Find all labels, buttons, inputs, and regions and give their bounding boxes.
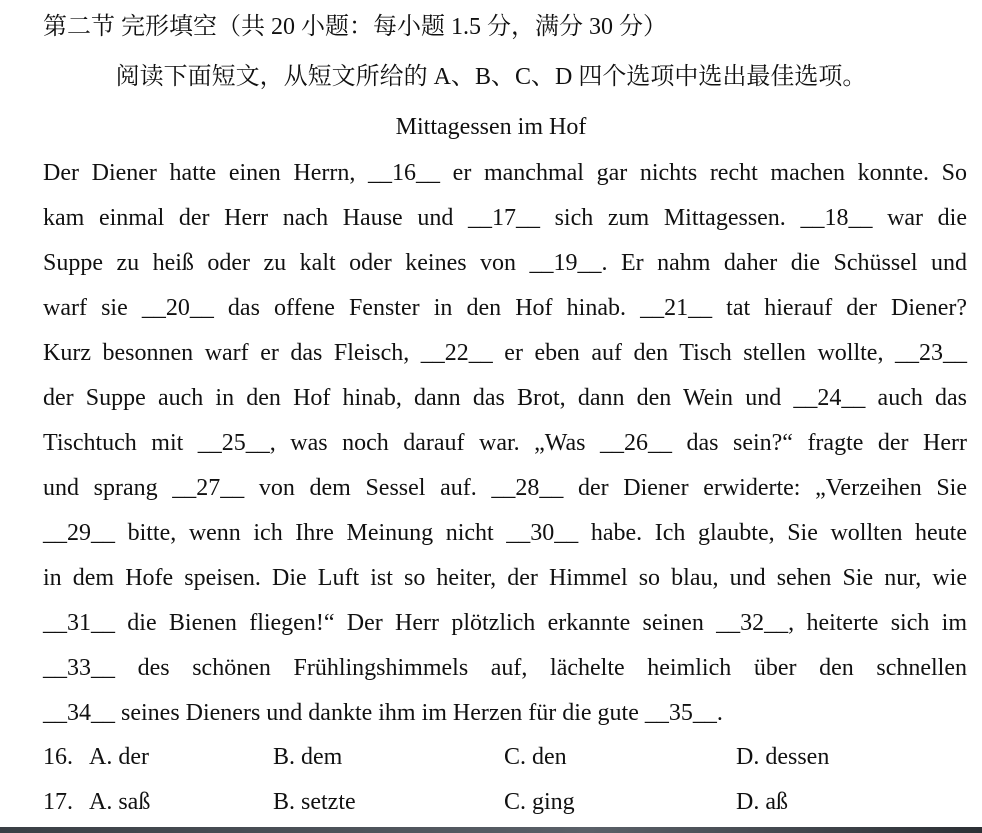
- passage-line: Tischtuch mit __25__, was noch darauf war. „Was __26__ das sein?“ fragte der Herr: [43, 430, 967, 456]
- passage-line: Kurz besonnen warf er das Fleisch, __22__ er eben auf den Tisch stellen wollte, __23__: [43, 340, 967, 366]
- passage-line: __29__ bitte, wenn ich Ihre Meinung nicht __30__ habe. Ich glaubte, Sie wollten heute: [43, 520, 967, 546]
- passage-title: Mittagessen im Hof: [395, 114, 587, 140]
- passage-line: kam einmal der Herr nach Hause und __17__ sich zum Mittagessen. __18__ war die: [43, 205, 967, 231]
- option-c[interactable]: C. den: [504, 744, 567, 770]
- question-16: [43, 742, 967, 772]
- option-b[interactable]: B. setzte: [273, 789, 356, 815]
- passage-line: in dem Hofe speisen. Die Luft ist so heiter, der Himmel so blau, und sehen Sie nur, wie: [43, 565, 967, 591]
- option-a[interactable]: A. saß: [89, 789, 151, 815]
- passage-line: und sprang __27__ von dem Sessel auf. __28__ der Diener erwiderte: „Verzeihen Sie: [43, 475, 967, 501]
- passage-line: __33__ des schönen Frühlingshimmels auf, lächelte heimlich über den schnellen: [43, 655, 967, 681]
- passage-line: Der Diener hatte einen Herrn, __16__ er manchmal gar nichts recht machen konnte. So: [43, 160, 967, 186]
- bottom-edge-bar: [0, 827, 982, 833]
- section-heading: 第二节 完形填空（共 20 小题：每小题 1.5 分，满分 30 分）: [43, 14, 667, 40]
- question-17: [43, 787, 967, 817]
- passage-line: warf sie __20__ das offene Fenster in den Hof hinab. __21__ tat hierauf der Diener?: [43, 295, 967, 321]
- option-d[interactable]: D. aß: [736, 789, 788, 815]
- passage-line: __34__ seines Dieners und dankte ihm im Herzen für die gute __35__.: [43, 700, 723, 726]
- question-number: 17.: [43, 789, 73, 815]
- instruction-text: 阅读下面短文，从短文所给的 A、B、C、D 四个选项中选出最佳选项。: [115, 64, 867, 90]
- passage-line: Suppe zu heiß oder zu kalt oder keines von __19__. Er nahm daher die Schüssel und: [43, 250, 967, 276]
- question-number: 16.: [43, 744, 73, 770]
- option-c[interactable]: C. ging: [504, 789, 575, 815]
- option-b[interactable]: B. dem: [273, 744, 343, 770]
- passage-line: der Suppe auch in den Hof hinab, dann das Brot, dann den Wein und __24__ auch das: [43, 385, 967, 411]
- option-a[interactable]: A. der: [89, 744, 149, 770]
- passage-line: __31__ die Bienen fliegen!“ Der Herr plötzlich erkannte seinen __32__, heiterte sich im: [43, 610, 967, 636]
- option-d[interactable]: D. dessen: [736, 744, 830, 770]
